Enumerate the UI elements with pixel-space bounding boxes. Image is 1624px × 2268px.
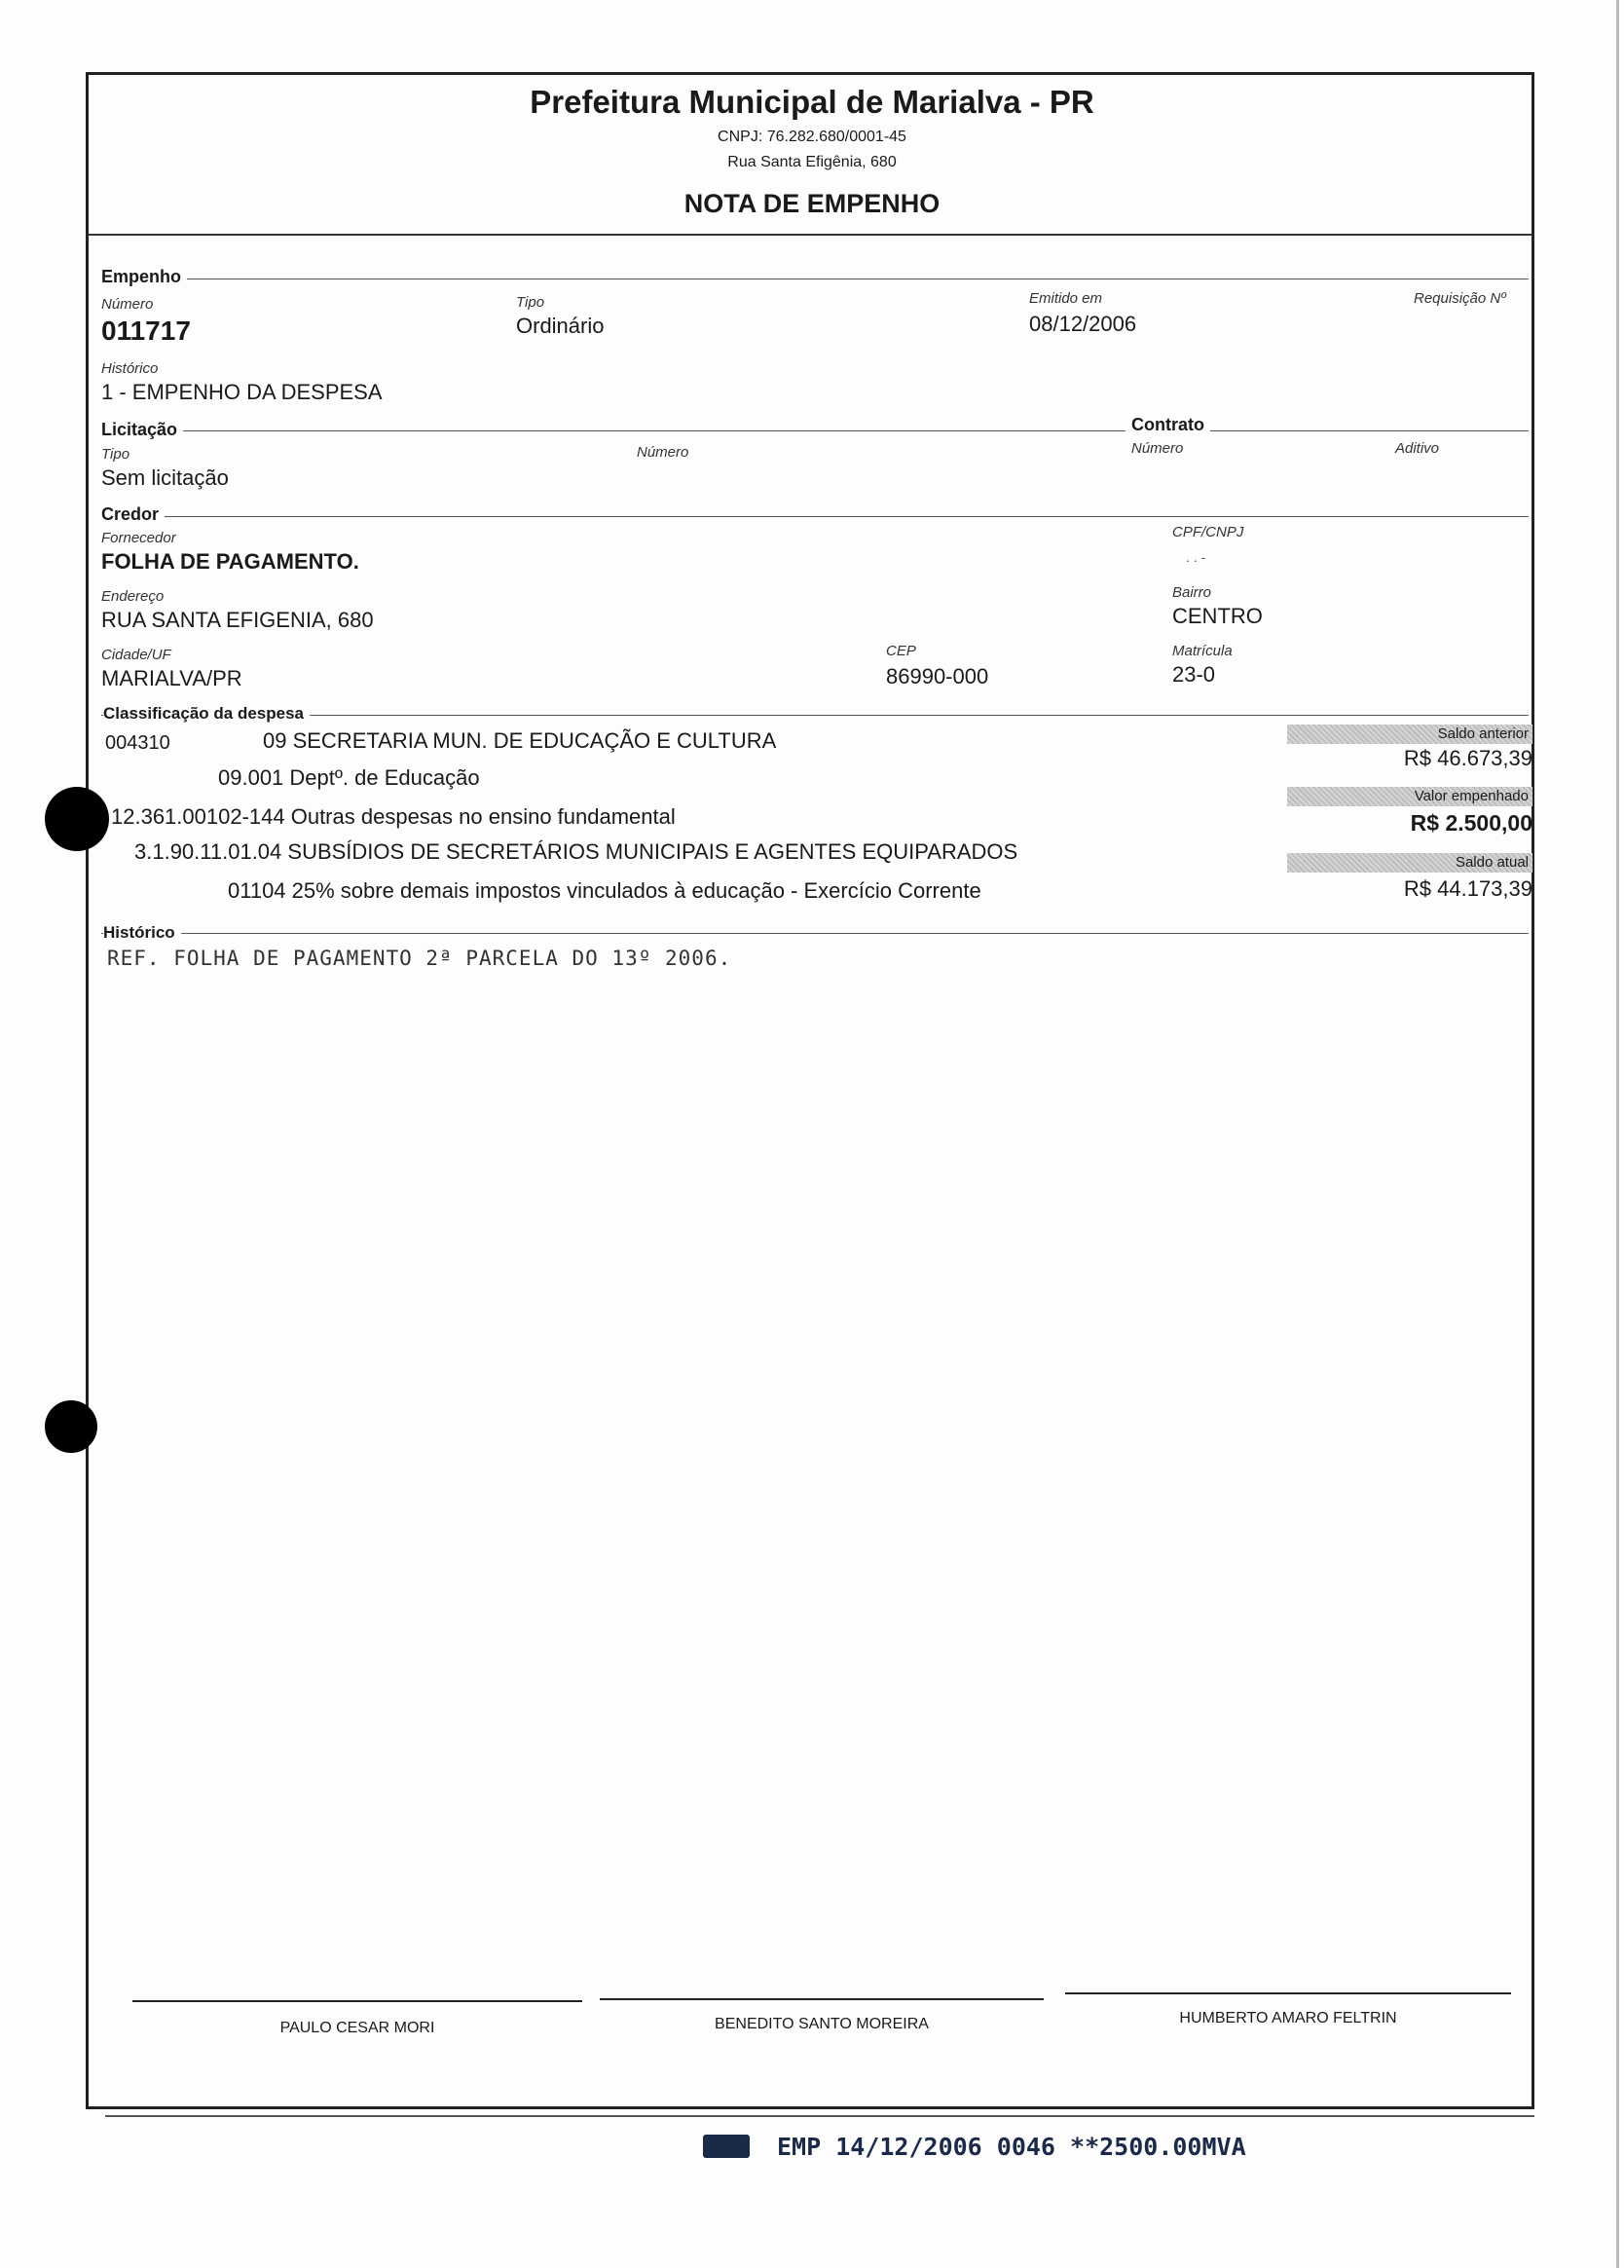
empenho-numero-label: Número — [101, 296, 154, 313]
historico-section-title: Histórico — [103, 923, 181, 943]
signature-line-1 — [132, 2000, 582, 2002]
licitacao-tipo-label: Tipo — [101, 446, 130, 463]
classificacao-code: 004310 — [105, 732, 170, 754]
punch-hole-top — [45, 787, 109, 851]
requisicao-label: Requisição Nº — [1414, 290, 1506, 307]
empenho-emitido-label: Emitido em — [1029, 290, 1103, 307]
stamp-mark-icon — [703, 2135, 750, 2158]
validation-stamp: EMP 14/12/2006 0046 **2500.00MVA — [777, 2133, 1246, 2161]
classificacao-line-2: 09.001 Deptº. de Educação — [218, 765, 480, 790]
contrato-section-title: Contrato — [1126, 415, 1210, 435]
cidade-value: MARIALVA/PR — [101, 666, 242, 690]
cep-value: 86990-000 — [886, 664, 989, 688]
header-divider — [88, 234, 1532, 236]
empenho-section-title: Empenho — [101, 267, 187, 287]
empenho-historico: 1 - EMPENHO DA DESPESA — [101, 380, 383, 404]
bairro-label: Bairro — [1172, 584, 1212, 601]
empenho-tipo-label: Tipo — [516, 294, 545, 311]
classificacao-line-4: 3.1.90.11.01.04 SUBSÍDIOS DE SECRETÁRIOS MUNICIPAIS E AGENTES EQUIPARADOS — [134, 839, 1018, 864]
empenho-numero: 011717 — [101, 316, 191, 346]
bairro-value: CENTRO — [1172, 604, 1263, 628]
cpf-value: . . - — [1186, 549, 1206, 565]
signature-name-1: PAULO CESAR MORI — [279, 2020, 435, 2036]
licitacao-rule — [101, 430, 1529, 431]
punch-hole-bottom — [45, 1400, 97, 1453]
endereco-label: Endereço — [101, 588, 165, 605]
valor-empenhado-value: R$ 2.500,00 — [1410, 810, 1532, 836]
signature-line-3 — [1065, 1992, 1511, 1994]
historico-rule — [101, 933, 1529, 934]
document-frame — [86, 72, 1534, 2109]
address-text: Rua Santa Efigênia, 680 — [727, 154, 897, 170]
licitacao-tipo: Sem licitação — [101, 465, 229, 490]
cnpj-text: CNPJ: 76.282.680/0001-45 — [718, 129, 906, 145]
saldo-anterior-value: R$ 46.673,39 — [1403, 746, 1532, 770]
fornecedor-label: Fornecedor — [101, 530, 176, 546]
licitacao-section-title: Licitação — [101, 420, 183, 440]
classificacao-section-title: Classificação da despesa — [103, 704, 310, 724]
signature-name-2: BENEDITO SANTO MOREIRA — [715, 2016, 929, 2032]
saldo-anterior-label: Saldo anterior — [1287, 725, 1532, 744]
document-title: NOTA DE EMPENHO — [683, 189, 941, 218]
cpf-label: CPF/CNPJ — [1172, 524, 1244, 540]
fornecedor-value: FOLHA DE PAGAMENTO. — [101, 549, 359, 574]
classificacao-line-1: 09 SECRETARIA MUN. DE EDUCAÇÃO E CULTURA — [263, 728, 777, 753]
cep-label: CEP — [886, 643, 916, 659]
empenho-emitido: 08/12/2006 — [1029, 312, 1137, 336]
page-title: Prefeitura Municipal de Marialva - PR — [530, 84, 1094, 120]
signature-name-3: HUMBERTO AMARO FELTRIN — [1179, 2010, 1397, 2026]
credor-rule — [101, 516, 1529, 517]
historico-text: REF. FOLHA DE PAGAMENTO 2ª PARCELA DO 13º 2006. — [107, 947, 732, 970]
valor-empenhado-label: Valor empenhado — [1287, 787, 1532, 806]
matricula-value: 23-0 — [1172, 662, 1216, 687]
licitacao-numero-label: Número — [637, 444, 689, 461]
classificacao-rule — [101, 715, 1529, 716]
endereco-value: RUA SANTA EFIGENIA, 680 — [101, 608, 374, 632]
classificacao-line-5: 01104 25% sobre demais impostos vinculados à educação - Exercício Corrente — [228, 878, 981, 903]
saldo-atual-value: R$ 44.173,39 — [1403, 876, 1532, 901]
credor-section-title: Credor — [101, 504, 165, 525]
page-edge-shadow — [1616, 0, 1619, 2268]
saldo-atual-label: Saldo atual — [1287, 853, 1532, 873]
cidade-label: Cidade/UF — [101, 647, 171, 663]
empenho-historico-label: Histórico — [101, 360, 159, 377]
contrato-numero-label: Número — [1131, 440, 1184, 457]
signature-line-2 — [600, 1998, 1044, 2000]
empenho-tipo: Ordinário — [516, 314, 605, 338]
classificacao-line-3: 12.361.00102-144 Outras despesas no ensino fundamental — [111, 804, 676, 829]
contrato-aditivo-label: Aditivo — [1395, 440, 1440, 457]
matricula-label: Matrícula — [1172, 643, 1233, 659]
bottom-rule — [105, 2115, 1534, 2117]
